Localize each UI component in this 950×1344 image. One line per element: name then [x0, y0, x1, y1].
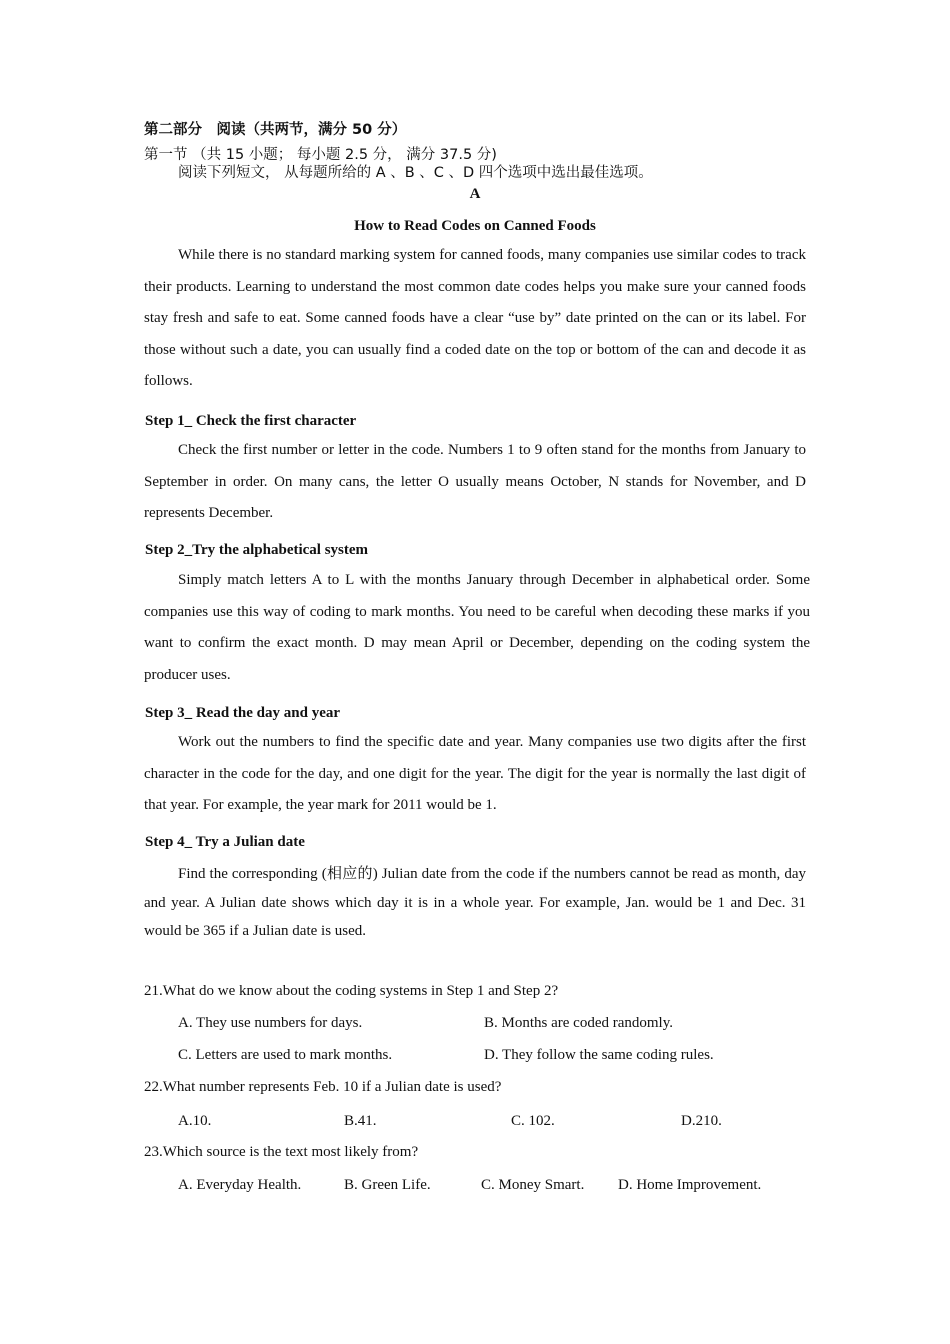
step-4-paragraph: Find the corresponding (相应的) Julian date from the code if the numbers cannot be read as month, day and year. A Julian date shows which day it is in a whole year. For example, Jan. would be 1 and Dec. 31 would be 365 if a Julian date is used. [144, 866, 806, 939]
step-3-heading: Step 3_ Read the day and year [145, 705, 341, 721]
question-23-option-c: C. Money Smart. [481, 1177, 585, 1193]
question-23-option-a: A. Everyday Health. [178, 1177, 302, 1193]
question-21-option-c: C. Letters are used to mark months. [178, 1047, 393, 1063]
question-22-option-c: C. 102. [511, 1113, 555, 1129]
question-21-option-d: D. They follow the same coding rules. [484, 1047, 714, 1063]
question-22-option-b: B.41. [344, 1113, 377, 1129]
subsection-heading: 第一节 （共 15 小题； 每小题 2.5 分， 满分 37.5 分) [144, 147, 497, 163]
question-23-option-d: D. Home Improvement. [618, 1177, 762, 1193]
question-21-option-b: B. Months are coded randomly. [484, 1015, 673, 1031]
section-heading: 第二部分 阅读（共两节，满分 50 分） [144, 122, 407, 138]
step-2-paragraph: Simply match letters A to L with the months January through December in alphabetical order. Some companies use this way of coding to mark months. You need to be careful when decoding these marks if you want to confirm the exact month. D may mean April or December, depending on the coding system the producer uses. [144, 572, 810, 683]
step-2-heading: Step 2_Try the alphabetical system [145, 542, 369, 558]
intro-paragraph: While there is no standard marking system for canned foods, many companies use similar codes to track their products. Learning to understand the most common date codes helps you make sure your canned foods stay fresh and safe to eat. Some canned foods have a clear “use by” date printed on the can or its label. For those without such a date, you can usually find a coded date on the top or bottom of the can and decode it as follows. [144, 247, 806, 390]
step-4-heading: Step 4_ Try a Julian date [145, 834, 305, 850]
instructions: 阅读下列短文， 从每题所给的 A 、B 、C 、D 四个选项中选出最佳选项。 [178, 165, 653, 181]
question-22-option-a: A.10. [178, 1113, 212, 1129]
step-1-heading: Step 1_ Check the first character [145, 413, 357, 429]
question-23-option-b: B. Green Life. [344, 1177, 431, 1193]
question-21-option-a: A. They use numbers for days. [178, 1015, 363, 1031]
question-23: 23.Which source is the text most likely from? [144, 1144, 419, 1160]
step-3-paragraph: Work out the numbers to find the specific date and year. Many companies use two digits after the first character in the code for the day, and one digit for the year. The digit for the year is normally the last digit of that year. For example, the year mark for 2011 would be 1. [144, 734, 806, 814]
passage-letter: A [469, 186, 481, 202]
step-1-paragraph: Check the first number or letter in the code. Numbers 1 to 9 often stand for the months from January to September in order. On many cans, the letter O usually means October, N stands for November, and D represents December. [144, 442, 806, 522]
question-21: 21.What do we know about the coding systems in Step 1 and Step 2? [144, 983, 559, 999]
passage-title: How to Read Codes on Canned Foods [354, 218, 596, 234]
question-22: 22.What number represents Feb. 10 if a Julian date is used? [144, 1079, 502, 1095]
question-22-option-d: D.210. [681, 1113, 722, 1129]
